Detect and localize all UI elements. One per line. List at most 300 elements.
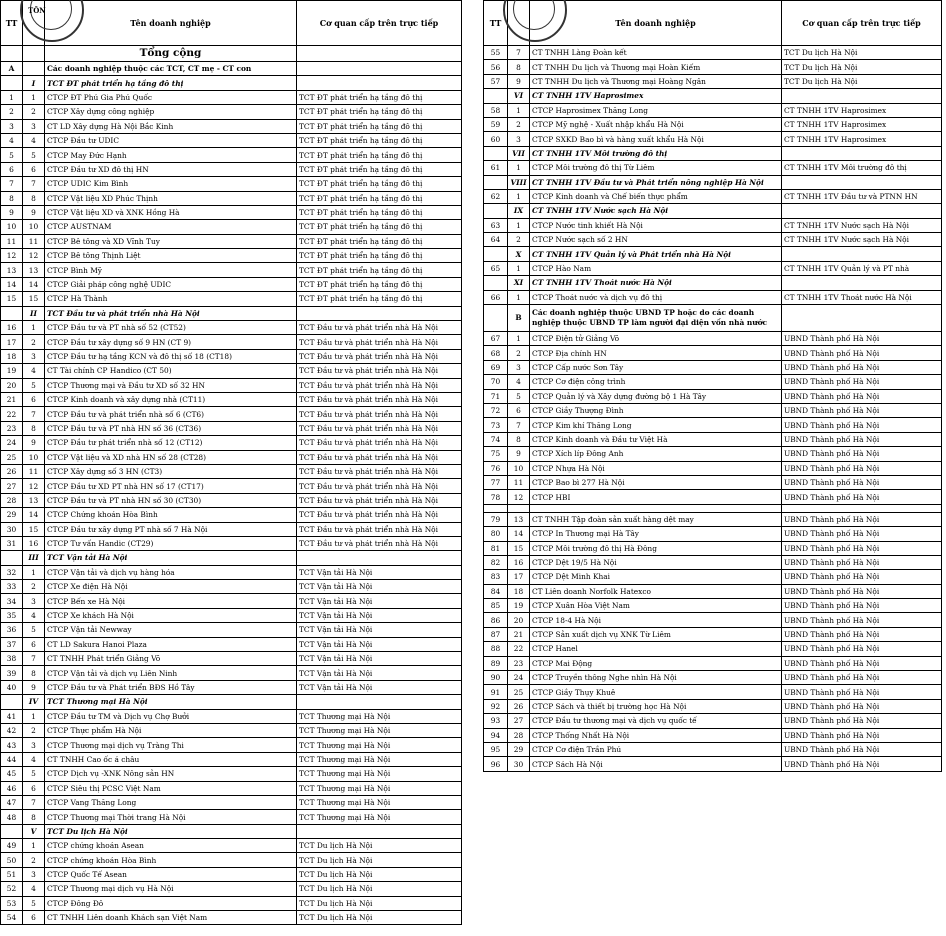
parent-agency: TCT Đầu tư và phát triển nhà Hà Nội <box>297 479 462 493</box>
table-row <box>1 335 462 349</box>
enterprise-name: CT TNHH Làng Đoàn kết <box>530 46 782 60</box>
table-row <box>1 191 462 205</box>
sub-number: 16 <box>23 536 45 550</box>
enterprise-name: CTCP Mỹ nghệ - Xuất nhập khẩu Hà Nội <box>530 117 782 131</box>
parent-agency: TCT Đầu tư và phát triển nhà Hà Nội <box>297 321 462 335</box>
table-row <box>1 378 462 392</box>
parent-agency: UBND Thành phố Hà Nội <box>782 584 942 598</box>
sub-number: 15 <box>23 522 45 536</box>
sub-number: 7 <box>23 407 45 421</box>
table-row <box>1 392 462 406</box>
sub-number: 8 <box>508 60 530 74</box>
row-number: 75 <box>484 447 508 461</box>
row-number: 23 <box>1 421 23 435</box>
row-number: 27 <box>1 479 23 493</box>
row-number: 45 <box>1 767 23 781</box>
parent-agency: TCT ĐT phát triển hạ tầng đô thị <box>297 191 462 205</box>
table-row <box>1 105 462 119</box>
table-row <box>1 795 462 809</box>
parent-agency: UBND Thành phố Hà Nội <box>782 570 942 584</box>
enterprise-name: CTCP Vật liệu XD và XNK Hồng Hà <box>45 205 297 219</box>
parent-agency: TCT Du lịch Hà Nội <box>297 896 462 910</box>
col-header-stt: TT <box>484 1 508 46</box>
sub-number: 1 <box>508 261 530 275</box>
table-row <box>484 541 942 555</box>
table-row <box>484 74 942 88</box>
row-number: 19 <box>1 364 23 378</box>
enterprise-name: Các doanh nghiệp thuộc các TCT, CT mẹ - CT con <box>45 62 297 76</box>
sub-number: X <box>508 247 530 261</box>
table-row <box>1 450 462 464</box>
sub-number: 10 <box>23 450 45 464</box>
table-row <box>484 389 942 403</box>
enterprise-name: CTCP Cấp nước Sơn Tây <box>530 360 782 374</box>
enterprise-name: CTCP Đầu tư phát triển nhà số 12 (CT12) <box>45 436 297 450</box>
sub-number <box>508 504 530 512</box>
sub-number: 8 <box>23 191 45 205</box>
row-number: A <box>1 62 23 76</box>
sub-number: 1 <box>508 290 530 304</box>
parent-agency: TCT Đầu tư và phát triển nhà Hà Nội <box>297 378 462 392</box>
parent-agency: TCT ĐT phát triển hạ tầng đô thị <box>297 263 462 277</box>
enterprise-name: CTCP Quản lý và Xây dựng đường bộ 1 Hà Tây <box>530 389 782 403</box>
enterprise-name: CTCP Đầu tư và PT nhà số 52 (CT52) <box>45 321 297 335</box>
sub-number: VIII <box>508 175 530 189</box>
parent-agency <box>782 146 942 160</box>
enterprise-name: TCT Du lịch Hà Nội <box>45 824 297 838</box>
row-number: 53 <box>1 896 23 910</box>
group-header-row <box>484 305 942 332</box>
enterprise-name: CTCP Vận tải và dịch vụ Liên Ninh <box>45 666 297 680</box>
row-number: 25 <box>1 450 23 464</box>
row-number <box>1 306 23 320</box>
sub-number: 13 <box>23 263 45 277</box>
table-row <box>484 346 942 360</box>
table-row <box>1 810 462 824</box>
table-row <box>484 570 942 584</box>
enterprise-name: CTCP Sách Hà Nội <box>530 757 782 771</box>
group-header-row <box>484 146 942 160</box>
parent-agency: UBND Thành phố Hà Nội <box>782 714 942 728</box>
parent-agency: CT TNHH 1TV Haprosimex <box>782 132 942 146</box>
parent-agency: UBND Thành phố Hà Nội <box>782 490 942 504</box>
enterprise-name: CTCP Xe điện Hà Nội <box>45 580 297 594</box>
parent-agency: UBND Thành phố Hà Nội <box>782 527 942 541</box>
parent-agency: TCT Thương mại Hà Nội <box>297 810 462 824</box>
enterprise-name: CTCP Đầu tư hạ tầng KCN và đô thị số 18 (CT18) <box>45 349 297 363</box>
sub-number: 6 <box>23 781 45 795</box>
sub-number: B <box>508 305 530 332</box>
table-row <box>484 117 942 131</box>
row-number: 51 <box>1 867 23 881</box>
parent-agency: UBND Thành phố Hà Nội <box>782 447 942 461</box>
group-header-row <box>1 695 462 709</box>
row-number <box>484 204 508 218</box>
row-number: 3 <box>1 119 23 133</box>
table-row <box>484 403 942 417</box>
enterprise-name: CT TNHH Du lịch và Thương mại Hoàn Kiếm <box>530 60 782 74</box>
enterprise-name: CTCP Hà Thành <box>45 292 297 306</box>
table-row <box>484 447 942 461</box>
enterprise-name: CTCP Đầu tư UDIC <box>45 133 297 147</box>
row-number: 22 <box>1 407 23 421</box>
enterprise-name: CTCP Vật liệu và XD nhà HN số 28 (CT28) <box>45 450 297 464</box>
sub-number: IV <box>23 695 45 709</box>
sub-number: 2 <box>508 233 530 247</box>
parent-agency: TCT ĐT phát triển hạ tầng đô thị <box>297 119 462 133</box>
sub-number: 3 <box>23 867 45 881</box>
parent-agency: TCT ĐT phát triển hạ tầng đô thị <box>297 249 462 263</box>
parent-agency <box>297 551 462 565</box>
row-number: 66 <box>484 290 508 304</box>
sub-number: IX <box>508 204 530 218</box>
table-row <box>484 332 942 346</box>
parent-agency: TCT Đầu tư và phát triển nhà Hà Nội <box>297 436 462 450</box>
sub-number: 15 <box>23 292 45 306</box>
right-enterprise-table <box>483 0 942 772</box>
table-row <box>1 522 462 536</box>
parent-agency: UBND Thành phố Hà Nội <box>782 403 942 417</box>
sub-number: 9 <box>23 205 45 219</box>
table-row <box>484 613 942 627</box>
sub-number: 27 <box>508 714 530 728</box>
table-row <box>1 292 462 306</box>
enterprise-name: CT TNHH Cao ốc á châu <box>45 752 297 766</box>
parent-agency: TCT Đầu tư và phát triển nhà Hà Nội <box>297 407 462 421</box>
parent-agency: TCT Đầu tư và phát triển nhà Hà Nội <box>297 508 462 522</box>
enterprise-name: CTCP Thống Nhất Hà Nội <box>530 728 782 742</box>
parent-agency: CT TNHH 1TV Thoát nước Hà Nội <box>782 290 942 304</box>
parent-agency: TCT Vận tải Hà Nội <box>297 652 462 666</box>
row-number: 5 <box>1 148 23 162</box>
row-number: 47 <box>1 795 23 809</box>
group-header-row <box>1 76 462 90</box>
table-row <box>1 364 462 378</box>
row-number <box>484 175 508 189</box>
enterprise-name: CT TNHH 1TV Thoát nước Hà Nội <box>530 276 782 290</box>
parent-agency: UBND Thành phố Hà Nội <box>782 699 942 713</box>
enterprise-name: TCT Vận tải Hà Nội <box>45 551 297 565</box>
parent-agency: TCT ĐT phát triển hạ tầng đô thị <box>297 234 462 248</box>
row-number <box>484 89 508 103</box>
row-number: 20 <box>1 378 23 392</box>
parent-agency: TCT Thương mại Hà Nội <box>297 795 462 809</box>
sub-number: 21 <box>508 627 530 641</box>
row-number: 44 <box>1 752 23 766</box>
enterprise-name: CTCP Thực phẩm Hà Nội <box>45 723 297 737</box>
row-number: 94 <box>484 728 508 742</box>
table-row <box>484 490 942 504</box>
enterprise-name: CTCP Xây dựng công nghiệp <box>45 105 297 119</box>
parent-agency <box>782 305 942 332</box>
table-row <box>1 565 462 579</box>
parent-agency: TCT Vận tải Hà Nội <box>297 580 462 594</box>
col-header-agency: Cơ quan cấp trên trực tiếp <box>297 1 462 46</box>
table-row <box>1 608 462 622</box>
table-row <box>484 555 942 569</box>
enterprise-name: CTCP Cơ điện công trình <box>530 375 782 389</box>
parent-agency <box>297 62 462 76</box>
row-number: 13 <box>1 263 23 277</box>
sub-number: 10 <box>23 220 45 234</box>
row-number: 65 <box>484 261 508 275</box>
enterprise-name: CTCP Xe khách Hà Nội <box>45 608 297 622</box>
right-table-panel <box>483 0 942 772</box>
parent-agency <box>782 504 942 512</box>
enterprise-name: CTCP Mai Động <box>530 656 782 670</box>
enterprise-name: CTCP Chứng khoán Hòa Bình <box>45 508 297 522</box>
parent-agency: TCT ĐT phát triển hạ tầng đô thị <box>297 220 462 234</box>
row-number <box>484 247 508 261</box>
sub-number: 25 <box>508 685 530 699</box>
row-number <box>484 504 508 512</box>
parent-agency: UBND Thành phố Hà Nội <box>782 599 942 613</box>
sub-number: 4 <box>23 608 45 622</box>
table-row <box>1 220 462 234</box>
sub-number: VII <box>508 146 530 160</box>
enterprise-name: CTCP Truyền thông Nghe nhìn Hà Nội <box>530 671 782 685</box>
sub-number: 18 <box>508 584 530 598</box>
parent-agency: TCT Du lịch Hà Nội <box>297 911 462 925</box>
sub-number: 29 <box>508 742 530 756</box>
row-number: 16 <box>1 321 23 335</box>
table-row <box>1 882 462 896</box>
enterprise-name: CTCP chứng khoán Hòa Bình <box>45 853 297 867</box>
table-row <box>1 148 462 162</box>
parent-agency: CT TNHH 1TV Nước sạch Hà Nội <box>782 218 942 232</box>
table-row <box>1 277 462 291</box>
enterprise-name: CTCP Vận tải Newway <box>45 623 297 637</box>
sub-number: 1 <box>23 839 45 853</box>
enterprise-name: CTCP Siêu thị PCSC Việt Nam <box>45 781 297 795</box>
parent-agency: TCT Đầu tư và phát triển nhà Hà Nội <box>297 392 462 406</box>
table-row <box>1 839 462 853</box>
table-row <box>1 407 462 421</box>
row-number: 18 <box>1 349 23 363</box>
table-row <box>484 656 942 670</box>
enterprise-name: CTCP Thương mại Thời trang Hà Nội <box>45 810 297 824</box>
sub-number: 3 <box>23 349 45 363</box>
sub-number: 4 <box>23 752 45 766</box>
parent-agency <box>782 247 942 261</box>
enterprise-name: CTCP Xuân Hòa Việt Nam <box>530 599 782 613</box>
row-number: 24 <box>1 436 23 450</box>
sub-number: 8 <box>508 432 530 446</box>
enterprise-name: CTCP Tư vấn Handic (CT29) <box>45 536 297 550</box>
enterprise-name: CTCP Kim khí Thăng Long <box>530 418 782 432</box>
row-number: 87 <box>484 627 508 641</box>
parent-agency <box>297 824 462 838</box>
row-number: 39 <box>1 666 23 680</box>
col-header-agency: Cơ quan cấp trên trực tiếp <box>782 1 942 46</box>
row-number: 82 <box>484 555 508 569</box>
parent-agency: UBND Thành phố Hà Nội <box>782 389 942 403</box>
table-row <box>1 508 462 522</box>
enterprise-name: CTCP AUSTNAM <box>45 220 297 234</box>
enterprise-name: CTCP Đầu tư thương mại và dịch vụ quốc tế <box>530 714 782 728</box>
enterprise-name: CTCP Cơ điện Trần Phú <box>530 742 782 756</box>
enterprise-name: CTCP Đầu tư và PT nhà HN số 36 (CT36) <box>45 421 297 435</box>
table-row <box>1 853 462 867</box>
table-row <box>1 421 462 435</box>
enterprise-name: CTCP Đông Đô <box>45 896 297 910</box>
parent-agency: TCT Thương mại Hà Nội <box>297 738 462 752</box>
enterprise-name: CTCP Bình Mỹ <box>45 263 297 277</box>
parent-agency: TCT Vận tải Hà Nội <box>297 637 462 651</box>
parent-agency: TCT Du lịch Hà Nội <box>297 853 462 867</box>
row-number: 30 <box>1 522 23 536</box>
row-number: 28 <box>1 493 23 507</box>
sub-number: 26 <box>508 699 530 713</box>
table-row <box>1 738 462 752</box>
row-number: 85 <box>484 599 508 613</box>
enterprise-name: CTCP Đầu tư và PT nhà HN số 30 (CT30) <box>45 493 297 507</box>
parent-agency: UBND Thành phố Hà Nội <box>782 346 942 360</box>
parent-agency: TCT Thương mại Hà Nội <box>297 723 462 737</box>
enterprise-name: CTCP Nước tinh khiết Hà Nội <box>530 218 782 232</box>
sub-number: 1 <box>23 565 45 579</box>
enterprise-name: Các doanh nghiệp thuộc UBND TP hoặc do các doanh nghiệp thuộc UBND TP làm người đại diện vốn nhà nước <box>530 305 782 332</box>
row-number: 61 <box>484 161 508 175</box>
sub-number: 11 <box>23 464 45 478</box>
sub-number: 5 <box>508 389 530 403</box>
sub-number: 2 <box>23 853 45 867</box>
sub-number: 19 <box>508 599 530 613</box>
col-header-stt: TT <box>1 1 23 46</box>
group-header-row <box>484 175 942 189</box>
sub-number: 4 <box>23 364 45 378</box>
enterprise-name: CTCP Đầu tư TM và Dịch vụ Chợ Bưởi <box>45 709 297 723</box>
row-number: 96 <box>484 757 508 771</box>
row-number <box>484 146 508 160</box>
row-number: 77 <box>484 475 508 489</box>
parent-agency: TCT Vận tải Hà Nội <box>297 666 462 680</box>
parent-agency: UBND Thành phố Hà Nội <box>782 475 942 489</box>
enterprise-name: CTCP ĐT Phú Gia Phú Quốc <box>45 90 297 104</box>
enterprise-name: CTCP May Đức Hạnh <box>45 148 297 162</box>
table-row <box>1 133 462 147</box>
parent-agency: TCT Đầu tư và phát triển nhà Hà Nội <box>297 364 462 378</box>
row-number: 71 <box>484 389 508 403</box>
table-row <box>1 709 462 723</box>
sub-number: 3 <box>23 119 45 133</box>
enterprise-name: CTCP Bê tông và XD Vĩnh Tuy <box>45 234 297 248</box>
group-header-row <box>484 204 942 218</box>
enterprise-name: CT TNHH 1TV Quản lý và Phát triển nhà Hà Nội <box>530 247 782 261</box>
total-row <box>1 46 462 62</box>
row-number: 89 <box>484 656 508 670</box>
group-header-row <box>484 276 942 290</box>
table-row <box>484 512 942 526</box>
sub-number: 2 <box>23 105 45 119</box>
table-row <box>1 249 462 263</box>
parent-agency <box>782 276 942 290</box>
sub-number: VI <box>508 89 530 103</box>
table-row <box>1 637 462 651</box>
sub-number: II <box>23 306 45 320</box>
table-row <box>1 536 462 550</box>
enterprise-name: CT TNHH 1TV Đầu tư và Phát triển nông nghiệp Hà Nội <box>530 175 782 189</box>
enterprise-name: CT TNHH Du lịch và Thương mại Hoàng Ngân <box>530 74 782 88</box>
parent-agency: TCT Đầu tư và phát triển nhà Hà Nội <box>297 522 462 536</box>
enterprise-name: CT LD Sakura Hanoi Plaza <box>45 637 297 651</box>
seal-text: TÔN <box>28 6 46 15</box>
parent-agency: TCT Vận tải Hà Nội <box>297 623 462 637</box>
row-number: 63 <box>484 218 508 232</box>
row-number: 34 <box>1 594 23 608</box>
parent-agency: UBND Thành phố Hà Nội <box>782 656 942 670</box>
sub-number: 30 <box>508 757 530 771</box>
sub-number: 13 <box>508 512 530 526</box>
table-row <box>484 261 942 275</box>
table-row <box>484 714 942 728</box>
row-number: 91 <box>484 685 508 699</box>
sub-number: 8 <box>23 421 45 435</box>
table-row <box>1 781 462 795</box>
parent-agency: UBND Thành phố Hà Nội <box>782 671 942 685</box>
row-number: 49 <box>1 839 23 853</box>
enterprise-name: CTCP Địa chính HN <box>530 346 782 360</box>
row-number: 43 <box>1 738 23 752</box>
row-number: 84 <box>484 584 508 598</box>
sub-number: 1 <box>508 332 530 346</box>
table-row <box>484 599 942 613</box>
sub-number: 12 <box>23 249 45 263</box>
enterprise-name: CTCP Giải pháp công nghệ UDIC <box>45 277 297 291</box>
sub-number: 2 <box>508 117 530 131</box>
row-number: 80 <box>484 527 508 541</box>
parent-agency: TCT Đầu tư và phát triển nhà Hà Nội <box>297 493 462 507</box>
enterprise-name: CTCP Thoát nước và dịch vụ đô thị <box>530 290 782 304</box>
row-number: 2 <box>1 105 23 119</box>
sub-number: 8 <box>23 810 45 824</box>
sub-number: 2 <box>23 580 45 594</box>
total-label: Tổng cộng <box>45 46 297 62</box>
row-number: 81 <box>484 541 508 555</box>
sub-number: 16 <box>508 555 530 569</box>
row-number: 57 <box>484 74 508 88</box>
sub-number: 11 <box>508 475 530 489</box>
row-number <box>484 305 508 332</box>
enterprise-name: TCT Đầu tư và phát triển nhà Hà Nội <box>45 306 297 320</box>
table-row <box>1 177 462 191</box>
row-number: 74 <box>484 432 508 446</box>
sub-number: 9 <box>508 74 530 88</box>
sub-number: 14 <box>508 527 530 541</box>
sub-number: 3 <box>508 360 530 374</box>
table-row <box>484 584 942 598</box>
row-number: 14 <box>1 277 23 291</box>
parent-agency: TCT ĐT phát triển hạ tầng đô thị <box>297 148 462 162</box>
table-row <box>1 479 462 493</box>
parent-agency <box>297 695 462 709</box>
parent-agency: UBND Thành phố Hà Nội <box>782 613 942 627</box>
sub-number: 6 <box>23 911 45 925</box>
row-number: 26 <box>1 464 23 478</box>
table-row <box>1 493 462 507</box>
left-table-panel <box>0 0 462 925</box>
enterprise-name: CTCP Bến xe Hà Nội <box>45 594 297 608</box>
col-header-name: Tên doanh nghiệp <box>530 1 782 46</box>
row-number: 69 <box>484 360 508 374</box>
group-header-row <box>1 551 462 565</box>
row-number: 12 <box>1 249 23 263</box>
sub-number: 23 <box>508 656 530 670</box>
enterprise-name: CTCP Đầu tư và Phát triển BĐS Hồ Tây <box>45 680 297 694</box>
left-enterprise-table <box>0 0 462 925</box>
table-row <box>1 436 462 450</box>
sub-number: 5 <box>23 896 45 910</box>
